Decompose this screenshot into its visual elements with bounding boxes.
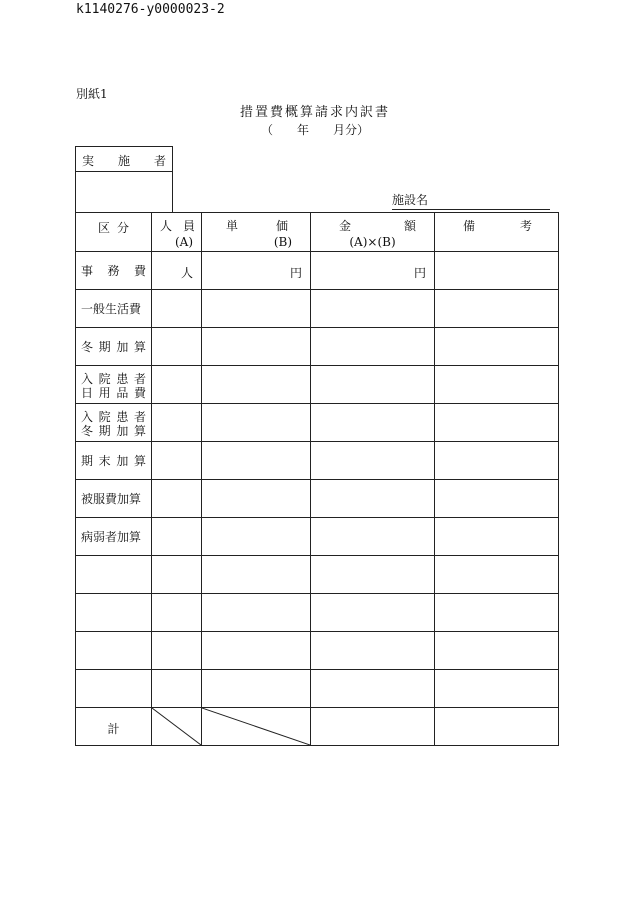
header-char: 単: [226, 219, 239, 233]
row-label-cell: [76, 518, 152, 556]
row-label-char: 費: [133, 264, 146, 278]
row-label-char: 患: [116, 372, 129, 386]
header-remarks: [435, 213, 559, 252]
row-label-cell: [76, 252, 152, 290]
unit-price-cell[interactable]: [202, 328, 311, 366]
diagonal-line: [152, 708, 201, 745]
row-label: [81, 340, 146, 354]
header-char: 分: [116, 221, 129, 235]
persons-cell[interactable]: [152, 632, 202, 670]
amount-cell[interactable]: [311, 632, 435, 670]
header-char: 考: [519, 219, 532, 233]
row-label-char: 費: [133, 386, 146, 400]
header-unit-price: [202, 213, 311, 252]
row-label-char: 入: [81, 410, 94, 424]
header-char: 備: [463, 219, 476, 233]
table-row: [76, 366, 559, 404]
row-label-cell: [76, 404, 152, 442]
row-label-char: 加: [116, 340, 129, 354]
amount-cell[interactable]: [311, 670, 435, 708]
row-label-char: 末: [98, 454, 111, 468]
document-title: 措置費概算請求内訳書: [239, 105, 390, 120]
executor-char: 実: [82, 154, 95, 168]
row-label-char: 期: [81, 454, 94, 468]
header-persons-sub: (A): [174, 235, 193, 249]
row-label-line: [81, 410, 146, 424]
header-char: 区: [98, 221, 111, 235]
row-label-cell: [76, 480, 152, 518]
remarks-cell[interactable]: [435, 442, 559, 480]
row-label-char: 冬: [81, 424, 94, 438]
remarks-cell[interactable]: [435, 518, 559, 556]
remarks-cell[interactable]: [435, 556, 559, 594]
remarks-cell[interactable]: [435, 594, 559, 632]
table-row: [76, 252, 559, 290]
facility-name-field[interactable]: [392, 191, 550, 210]
row-label-cell: [76, 442, 152, 480]
amount-cell[interactable]: [311, 442, 435, 480]
breakdown-table: [75, 212, 559, 746]
header-char: 金: [339, 219, 352, 233]
row-label-char: 期: [98, 340, 111, 354]
unit-price-cell[interactable]: [202, 670, 311, 708]
table-row: [76, 594, 559, 632]
persons-unit: 人: [180, 266, 193, 280]
unit-price-cell[interactable]: [202, 404, 311, 442]
executor-entry-box[interactable]: [75, 171, 173, 213]
facility-label: 施設名: [392, 193, 429, 207]
amount-cell[interactable]: [311, 594, 435, 632]
row-label-char: 者: [133, 372, 146, 386]
row-label-char: 入: [81, 372, 94, 386]
row-label: 一般生活費: [81, 302, 142, 316]
remarks-cell[interactable]: [435, 632, 559, 670]
remarks-cell[interactable]: [435, 328, 559, 366]
row-label-char: 加: [116, 454, 129, 468]
amount-cell[interactable]: [311, 328, 435, 366]
row-label: 病弱者加算: [81, 530, 142, 544]
amount-cell[interactable]: [311, 366, 435, 404]
table-row: [76, 518, 559, 556]
unit-price-cell[interactable]: [202, 252, 311, 290]
header-char: 価: [275, 219, 288, 233]
remarks-cell[interactable]: [435, 252, 559, 290]
total-amount-cell[interactable]: [311, 708, 435, 746]
table-row: [76, 556, 559, 594]
remarks-cell[interactable]: [435, 480, 559, 518]
row-label-char: 務: [107, 264, 120, 278]
persons-cell[interactable]: [152, 442, 202, 480]
remarks-cell[interactable]: [435, 404, 559, 442]
header-persons: [152, 213, 202, 252]
executor-char: 施: [117, 154, 130, 168]
amount-cell[interactable]: [311, 480, 435, 518]
amount-cell[interactable]: [311, 404, 435, 442]
header-unit-price-sub: (B): [273, 235, 292, 249]
row-label: 被服費加算: [81, 492, 142, 506]
table-row: [76, 480, 559, 518]
unit-price-cell[interactable]: [202, 632, 311, 670]
row-label-cell: [76, 366, 152, 404]
persons-cell[interactable]: [152, 480, 202, 518]
unit-price-cell[interactable]: [202, 442, 311, 480]
persons-cell[interactable]: [152, 556, 202, 594]
row-label-line: [81, 372, 146, 386]
remarks-cell[interactable]: [435, 290, 559, 328]
table-row: [76, 404, 559, 442]
unit-price-cell[interactable]: [202, 556, 311, 594]
attachment-label: 別紙1: [76, 87, 108, 101]
row-label-line: [81, 424, 146, 438]
persons-cell[interactable]: [152, 366, 202, 404]
row-label-char: 日: [81, 386, 94, 400]
amount-cell[interactable]: [311, 290, 435, 328]
persons-cell[interactable]: [152, 670, 202, 708]
row-label-cell: [76, 290, 152, 328]
amount-cell[interactable]: [311, 252, 435, 290]
total-remarks-cell[interactable]: [435, 708, 559, 746]
persons-cell[interactable]: [152, 594, 202, 632]
row-label-char: 患: [116, 410, 129, 424]
table-row: [76, 670, 559, 708]
unit-price-unit: 円: [289, 266, 302, 280]
row-label-char: 期: [98, 424, 111, 438]
header-category: [76, 213, 152, 252]
persons-cell[interactable]: [152, 252, 202, 290]
row-label-cell: [76, 556, 152, 594]
total-persons-cell-crossed: [152, 708, 202, 746]
persons-cell[interactable]: [152, 290, 202, 328]
amount-unit: 円: [413, 266, 426, 280]
row-label-char: 用: [98, 386, 111, 400]
row-label-char: 加: [116, 424, 129, 438]
header-char: 員: [182, 219, 195, 233]
row-label-cell: [76, 594, 152, 632]
unit-price-cell[interactable]: [202, 480, 311, 518]
row-label-char: 院: [98, 372, 111, 386]
amount-cell[interactable]: [311, 518, 435, 556]
total-label-cell: [76, 708, 152, 746]
table-row: [76, 442, 559, 480]
document-id: k1140276-y0000023-2: [76, 2, 225, 17]
row-label-char: 品: [116, 386, 129, 400]
unit-price-cell[interactable]: [202, 366, 311, 404]
executor-label: [82, 152, 166, 169]
header-amount: [311, 213, 435, 252]
persons-cell[interactable]: [152, 328, 202, 366]
row-label-char: 者: [133, 410, 146, 424]
unit-price-cell[interactable]: [202, 594, 311, 632]
header-char: 額: [403, 219, 416, 233]
row-label-cell: [76, 632, 152, 670]
total-row: [76, 708, 559, 746]
remarks-cell[interactable]: [435, 366, 559, 404]
table-header-row: [76, 213, 559, 252]
row-label-char: 算: [133, 424, 146, 438]
table-row: [76, 632, 559, 670]
total-label: 計: [107, 722, 120, 736]
row-label-cell: [76, 670, 152, 708]
header-amount-sub: (A)×(B): [349, 235, 396, 249]
table-row: [76, 290, 559, 328]
header-char: 人: [160, 219, 173, 233]
unit-price-cell[interactable]: [202, 518, 311, 556]
table-row: [76, 328, 559, 366]
row-label-line: [81, 386, 146, 400]
row-label-cell: [76, 328, 152, 366]
amount-cell[interactable]: [311, 556, 435, 594]
unit-price-cell[interactable]: [202, 290, 311, 328]
remarks-cell[interactable]: [435, 670, 559, 708]
diagonal-line: [202, 708, 310, 745]
row-label-char: 冬: [81, 340, 94, 354]
row-label-char: 算: [133, 454, 146, 468]
row-label: [81, 264, 146, 278]
row-label: [81, 454, 146, 468]
row-label-char: 院: [98, 410, 111, 424]
row-label-char: 算: [133, 340, 146, 354]
period-line: （ 年 月分）: [260, 123, 369, 137]
persons-cell[interactable]: [152, 518, 202, 556]
persons-cell[interactable]: [152, 404, 202, 442]
row-label-char: 事: [81, 264, 94, 278]
executor-char: 者: [153, 154, 166, 168]
total-unit-price-cell-crossed: [202, 708, 311, 746]
